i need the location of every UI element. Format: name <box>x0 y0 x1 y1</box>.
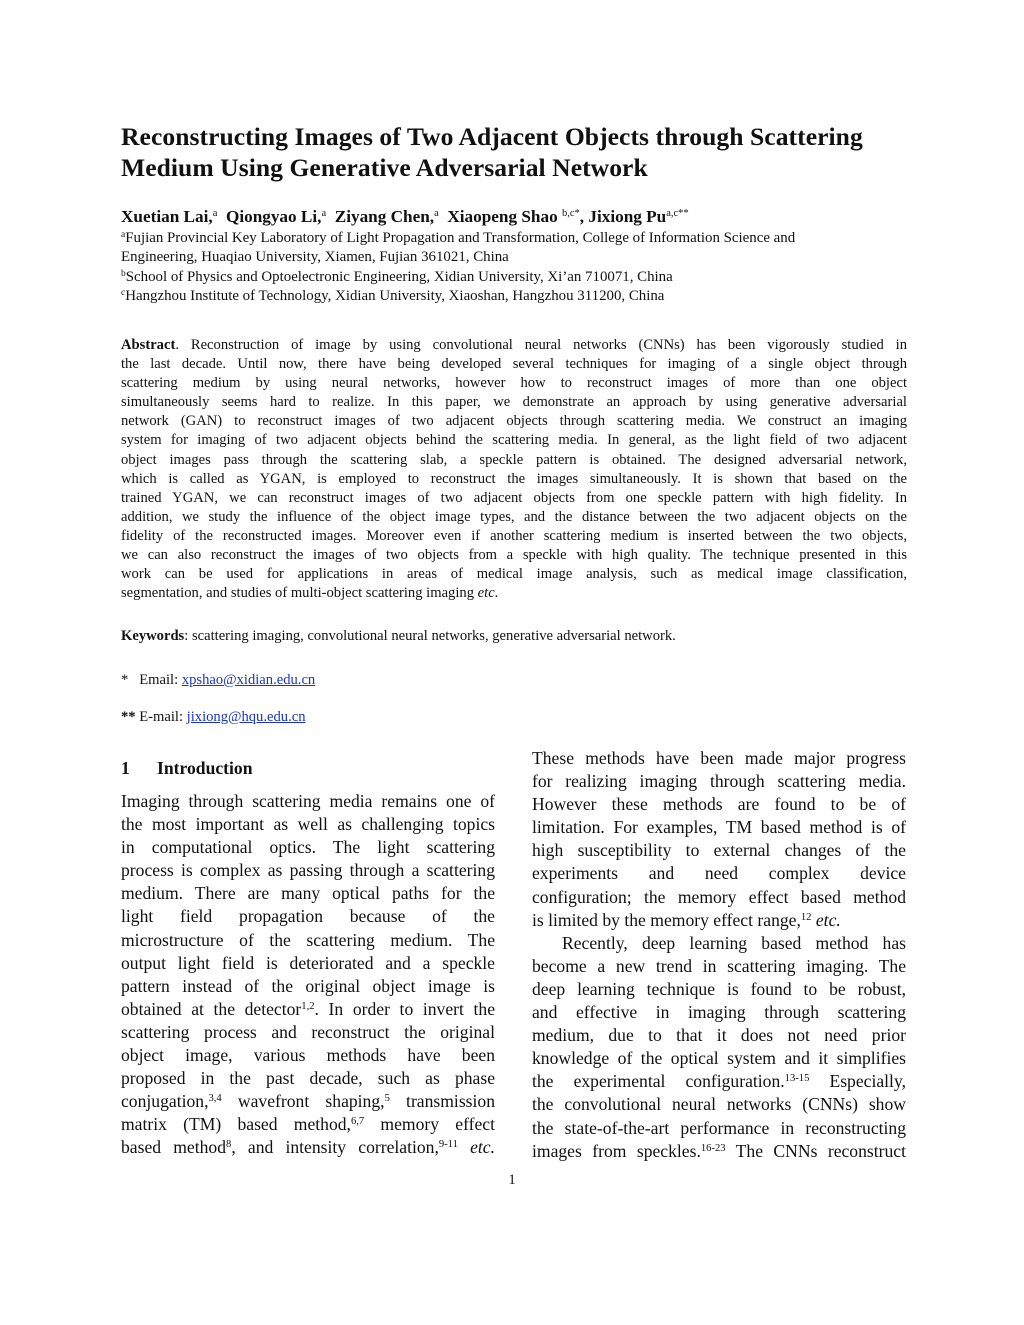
affiliation-text: Hangzhou Institute of Technology, Xidian University, Xiaoshan, Hangzhou 311200, China <box>125 287 665 304</box>
author-affiliation-mark: a <box>434 208 439 219</box>
body-line: in computational optics. The light scattering <box>121 837 495 858</box>
body-line: Imaging through scattering media remains one of <box>121 791 495 811</box>
citation: 6,7 <box>350 1116 365 1128</box>
body-line: high susceptibility to external changes of the <box>532 840 906 861</box>
citation: 3,4 <box>208 1093 222 1105</box>
body-text <box>458 1137 470 1157</box>
body-line: experiments and need complex device <box>532 863 906 884</box>
body-text: based method <box>121 1137 227 1158</box>
body-text: , and intensity correlation, <box>231 1137 439 1158</box>
body-line: limitation. For examples, TM based method is of <box>532 817 906 838</box>
corresponding-email-2 <box>121 709 306 726</box>
author-affiliation-mark: b,c* <box>561 208 580 219</box>
author-list <box>121 206 921 228</box>
body-line <box>532 1070 906 1093</box>
author-name: Qiongyao Li, <box>225 207 322 226</box>
body-line: and effective in imaging through scattering <box>532 1002 906 1023</box>
affiliation-a <box>121 229 911 248</box>
body-line: the most important as well as challenging topics <box>121 814 495 835</box>
body-line: light field propagation because of the <box>121 906 495 927</box>
email-prefix: E-mail: <box>135 709 187 725</box>
keywords-text: : scattering imaging, convolutional neural networks, generative adversarial network. <box>184 628 676 644</box>
body-line <box>121 1090 495 1113</box>
citation: 12 <box>800 911 812 923</box>
abstract-text: segmentation, and studies of multi-object scattering imaging <box>121 585 478 602</box>
title-line-1: Reconstructing Images of Two Adjacent Objects through Scattering <box>121 122 863 151</box>
body-line: object image, various methods have been <box>121 1045 495 1066</box>
author-affiliation-mark: a <box>212 208 218 219</box>
body-line: pattern instead of the original object image is <box>121 975 495 996</box>
body-line: However these methods are found to be of <box>532 794 906 815</box>
title-line-2: Medium Using Generative Adversarial Network <box>121 153 648 182</box>
body-line: the convolutional neural networks (CNNs) show <box>532 1094 906 1115</box>
abstract-line: which is called as YGAN, is employed to reconstruct the images simultaneously. It is shown that based on the <box>121 470 907 487</box>
body-text: images from speckles. <box>532 1140 701 1161</box>
body-line: configuration; the memory effect based method <box>532 886 906 907</box>
citation: 5 <box>384 1093 390 1105</box>
body-line: become a new trend in scattering imaging. The <box>532 955 906 976</box>
abstract-line: the last decade. Until now, there have being developed several techniques for imaging of a single object through <box>121 356 907 373</box>
abstract-line: trained YGAN, we can reconstruct images of two adjacent objects from one speckle pattern with high fidelity. In <box>121 489 907 506</box>
body-text: conjugation, <box>121 1091 209 1112</box>
body-text: obtained at the detector <box>121 998 302 1019</box>
affiliation-mark: a <box>121 230 126 240</box>
body-line: process is complex as passing through a scattering <box>121 860 495 881</box>
abstract <box>121 336 907 603</box>
body-text: the experimental configuration. <box>532 1071 785 1092</box>
abstract-line: addition, we study the influence of the object image types, and the distance between the two adjacent objects on the <box>121 508 907 525</box>
body-line: the state-of-the-art performance in reconstructing <box>532 1117 906 1138</box>
citation: 8 <box>226 1139 232 1151</box>
corresponding-email-1 <box>121 672 315 689</box>
abstract-text: . Reconstruction of image by using convolutional neural networks (CNNs) has been vigorously studied in <box>175 337 907 353</box>
abstract-line <box>121 584 907 603</box>
author-affiliation-mark: a <box>321 208 327 219</box>
section-number: 1 <box>121 758 130 778</box>
body-line: knowledge of the optical system and it simplifies <box>532 1048 906 1069</box>
page-number: 1 <box>508 1172 516 1188</box>
citation: 1,2 <box>301 1000 315 1012</box>
abstract-line: we can also reconstruct the images of two objects from a speckle with high quality. The technique presented in this <box>121 547 907 564</box>
keywords-label: Keywords <box>121 628 185 644</box>
abstract-line <box>121 336 907 355</box>
body-text: . In order to invert the <box>314 998 495 1019</box>
abstract-label: Abstract <box>121 337 176 353</box>
body-line: for realizing imaging through scattering media. <box>532 771 906 792</box>
body-line <box>121 1136 495 1159</box>
body-line: deep learning technique is found to be robust, <box>532 978 906 999</box>
author-name: Xuetian Lai, <box>121 207 213 226</box>
citation: 9-11 <box>438 1139 458 1151</box>
abstract-line: network (GAN) to reconstruct images of two adjacent objects through scattering media. We construct an imaging <box>121 413 907 430</box>
body-text: transmission <box>389 1091 495 1112</box>
body-line: These methods have been made major progress <box>532 748 906 768</box>
abstract-text: . <box>494 585 499 602</box>
body-line: scattering process and reconstruct the original <box>121 1021 495 1042</box>
abstract-line: fidelity of the reconstructed images. Moreover even if another scattering medium is inserted between the two objects, <box>121 527 907 544</box>
body-line <box>121 1113 495 1136</box>
body-etc: etc. <box>815 909 841 930</box>
body-line <box>532 1140 906 1163</box>
section-title: Introduction <box>157 758 253 778</box>
body-line <box>121 998 495 1021</box>
author-name: Ziyang Chen, <box>334 207 435 226</box>
body-line <box>532 909 906 932</box>
author-affiliation-mark: a,c** <box>666 208 689 219</box>
affiliation-c <box>121 287 911 306</box>
body-text: is limited by the memory effect range, <box>532 909 801 930</box>
abstract-line: system for imaging of two adjacent objects behind the scattering media. In general, as the light field of two adjacent <box>121 432 907 449</box>
abstract-line: object images pass through the scattering slab, a speckle pattern is obtained. The designed adversarial network, <box>121 451 907 468</box>
abstract-etc: etc <box>477 585 495 602</box>
body-line: medium, due to that it does not need prior <box>532 1025 906 1046</box>
body-line: output light field is deteriorated and a speckle <box>121 952 495 973</box>
author-name: , Jixiong Pu <box>579 207 667 226</box>
citation: 13-15 <box>784 1073 810 1085</box>
body-text: The CNNs reconstruct <box>725 1140 906 1161</box>
affiliations <box>121 229 911 306</box>
keywords <box>121 628 911 645</box>
citation: 16-23 <box>700 1142 726 1154</box>
body-line: microstructure of the scattering medium. The <box>121 929 495 950</box>
body-line: medium. There are many optical paths for the <box>121 883 495 904</box>
body-text: Especially, <box>809 1071 907 1092</box>
affiliation-mark: c <box>121 287 126 298</box>
body-text: memory effect <box>364 1114 495 1135</box>
abstract-line: simultaneously seems hard to realize. In this paper, we demonstrate an approach by using generative adversarial <box>121 394 907 411</box>
affiliation-mark: b <box>121 268 126 279</box>
abstract-line: work can be used for applications in areas of medical image analysis, such as medical image classification, <box>121 566 907 583</box>
section-heading <box>121 758 253 779</box>
affiliation-a-cont: Engineering, Huaqiao University, Xiamen, Fujian 361021, China <box>121 249 509 266</box>
author-name: Xiaopeng Shao <box>447 207 558 226</box>
body-column-left <box>121 790 495 1160</box>
body-etc: etc. <box>470 1137 495 1158</box>
email-link[interactable]: jixiong@hqu.edu.cn <box>186 709 306 725</box>
body-column-right <box>532 747 906 1163</box>
email-marker: ** <box>121 709 136 725</box>
affiliation-b <box>121 268 911 287</box>
affiliation-text: Fujian Provincial Key Laboratory of Light Propagation and Transformation, College of Information Science and <box>125 230 796 246</box>
abstract-line: scattering medium by using neural networks, however how to reconstruct images of more than one object <box>121 375 907 392</box>
body-line: proposed in the past decade, such as phase <box>121 1068 495 1089</box>
body-text: matrix (TM) based method, <box>121 1114 351 1135</box>
affiliation-text: School of Physics and Optoelectronic Engineering, Xidian University, Xi’an 710071, China <box>125 268 673 285</box>
email-link[interactable]: xpshao@xidian.edu.cn <box>181 672 316 688</box>
email-prefix: * Email: <box>121 672 182 688</box>
body-text: wavefront shaping, <box>221 1091 385 1112</box>
paper-title <box>121 121 921 183</box>
body-line: Recently, deep learning based method has <box>562 932 906 953</box>
